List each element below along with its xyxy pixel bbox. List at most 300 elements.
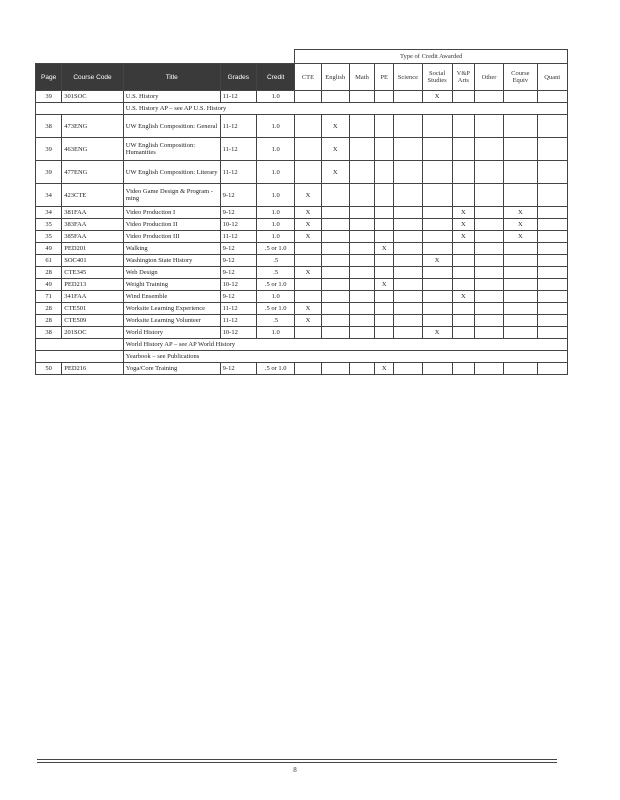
credit-mark: X xyxy=(452,231,474,243)
credit-cell: 1.0 xyxy=(256,327,294,339)
course-code-cell: 383FAA xyxy=(62,219,124,231)
empty-cell xyxy=(452,327,474,339)
empty-cell xyxy=(375,255,394,267)
credit-cell: 1.0 xyxy=(256,184,294,207)
empty-cell xyxy=(422,315,452,327)
title-cell: Video Production II xyxy=(123,219,220,231)
empty-cell xyxy=(537,267,568,279)
table-row xyxy=(36,327,568,339)
col-quant: Quant xyxy=(537,64,568,91)
empty-cell xyxy=(375,267,394,279)
empty-cell xyxy=(422,231,452,243)
empty-cell xyxy=(452,363,474,375)
credit-mark: X xyxy=(321,161,349,184)
empty-cell xyxy=(422,184,452,207)
empty-cell xyxy=(349,279,374,291)
cross-reference-row xyxy=(36,103,568,115)
credit-cell: 1.0 xyxy=(256,91,294,103)
credit-mark: X xyxy=(295,219,321,231)
cross-reference-text: Yearbook – see Publications xyxy=(123,351,567,363)
credit-mark: X xyxy=(504,231,537,243)
title-cell: Video Production III xyxy=(123,231,220,243)
empty-cell xyxy=(295,243,321,255)
empty-cell xyxy=(295,115,321,138)
empty-cell xyxy=(349,255,374,267)
empty-cell xyxy=(349,243,374,255)
cross-reference-text: U.S. History AP – see AP U.S. History xyxy=(123,103,567,115)
empty-cell xyxy=(394,279,422,291)
page-cell: 34 xyxy=(36,207,62,219)
course-code-cell: 463ENG xyxy=(62,138,124,161)
col-cte: CTE xyxy=(295,64,321,91)
empty-cell xyxy=(375,184,394,207)
course-code-cell: 341FAA xyxy=(62,291,124,303)
page-cell: 49 xyxy=(36,279,62,291)
empty-cell xyxy=(474,231,503,243)
empty-cell xyxy=(394,363,422,375)
empty-cell xyxy=(474,184,503,207)
empty-cell xyxy=(422,243,452,255)
title-cell: UW English Composition: Humanities xyxy=(123,138,220,161)
title-cell: Worksite Learning Volunteer xyxy=(123,315,220,327)
empty-cell xyxy=(537,363,568,375)
credit-mark: X xyxy=(504,219,537,231)
empty-cell xyxy=(375,115,394,138)
empty-cell xyxy=(375,231,394,243)
empty-cell xyxy=(349,219,374,231)
empty-cell xyxy=(295,138,321,161)
credit-cell: .5 or 1.0 xyxy=(256,303,294,315)
credit-mark: X xyxy=(295,207,321,219)
empty-cell xyxy=(422,219,452,231)
empty-cell xyxy=(537,243,568,255)
empty-cell xyxy=(474,115,503,138)
credit-cell: 1.0 xyxy=(256,219,294,231)
empty-cell xyxy=(537,279,568,291)
empty-cell xyxy=(537,327,568,339)
table-row xyxy=(36,303,568,315)
grades-cell: 9-12 xyxy=(220,255,256,267)
empty-cell xyxy=(349,303,374,315)
empty-cell xyxy=(422,115,452,138)
empty-cell xyxy=(349,315,374,327)
empty-cell xyxy=(422,207,452,219)
grades-cell: 9-12 xyxy=(220,207,256,219)
grades-cell: 11-12 xyxy=(220,231,256,243)
empty-cell xyxy=(452,303,474,315)
credit-mark: X xyxy=(452,219,474,231)
empty-cell xyxy=(474,291,503,303)
empty-cell xyxy=(36,351,124,363)
table-row xyxy=(36,91,568,103)
empty-cell xyxy=(375,161,394,184)
empty-cell xyxy=(422,363,452,375)
empty-cell xyxy=(349,161,374,184)
empty-cell xyxy=(36,103,124,115)
empty-cell xyxy=(375,91,394,103)
col-science: Science xyxy=(394,64,422,91)
table-row xyxy=(36,363,568,375)
page-cell: 34 xyxy=(36,184,62,207)
grades-cell: 10-12 xyxy=(220,219,256,231)
grades-cell: 9-12 xyxy=(220,363,256,375)
empty-cell xyxy=(321,219,349,231)
course-code-cell: 381FAA xyxy=(62,207,124,219)
title-cell: Walking xyxy=(123,243,220,255)
col-grades: Grades xyxy=(220,64,256,91)
empty-cell xyxy=(504,315,537,327)
credit-mark: X xyxy=(375,363,394,375)
credit-cell: .5 or 1.0 xyxy=(256,363,294,375)
empty-cell xyxy=(474,207,503,219)
empty-cell xyxy=(349,91,374,103)
empty-cell xyxy=(321,243,349,255)
empty-cell xyxy=(537,184,568,207)
course-credit-table xyxy=(35,49,568,375)
title-cell: Video Game Design & Program - ming xyxy=(123,184,220,207)
empty-cell xyxy=(321,231,349,243)
empty-cell xyxy=(452,243,474,255)
empty-cell xyxy=(375,138,394,161)
grades-cell: 10-12 xyxy=(220,327,256,339)
credit-mark: X xyxy=(295,315,321,327)
empty-cell xyxy=(321,315,349,327)
col-english: English xyxy=(321,64,349,91)
grades-cell: 9-12 xyxy=(220,291,256,303)
page-number: 8 xyxy=(293,766,297,774)
empty-cell xyxy=(349,184,374,207)
empty-cell xyxy=(452,279,474,291)
empty-cell xyxy=(537,207,568,219)
empty-cell xyxy=(349,267,374,279)
empty-cell xyxy=(321,255,349,267)
page-cell: 38 xyxy=(36,115,62,138)
empty-cell xyxy=(452,161,474,184)
empty-cell xyxy=(321,184,349,207)
empty-cell xyxy=(394,231,422,243)
table-row xyxy=(36,219,568,231)
title-cell: UW English Composition: General xyxy=(123,115,220,138)
page-cell: 35 xyxy=(36,231,62,243)
empty-cell xyxy=(394,161,422,184)
course-code-cell: PED213 xyxy=(62,279,124,291)
empty-cell xyxy=(321,267,349,279)
table-row xyxy=(36,207,568,219)
empty-cell xyxy=(504,184,537,207)
page-cell: 49 xyxy=(36,243,62,255)
empty-cell xyxy=(537,219,568,231)
grades-cell: 11-12 xyxy=(220,115,256,138)
empty-cell xyxy=(474,363,503,375)
title-cell: Weight Training xyxy=(123,279,220,291)
empty-cell xyxy=(452,184,474,207)
course-code-cell: 477ENG xyxy=(62,161,124,184)
credit-mark: X xyxy=(295,267,321,279)
grades-cell: 11-12 xyxy=(220,91,256,103)
empty-cell xyxy=(375,291,394,303)
course-code-cell: CTE509 xyxy=(62,315,124,327)
table-header-row xyxy=(36,64,568,91)
empty-cell xyxy=(504,327,537,339)
empty-cell xyxy=(537,291,568,303)
col-social-studies: Social Studies xyxy=(422,64,452,91)
empty-cell xyxy=(394,315,422,327)
credit-mark: X xyxy=(295,184,321,207)
course-code-cell: 423CTE xyxy=(62,184,124,207)
empty-cell xyxy=(375,303,394,315)
col-vp-arts: V&P Arts xyxy=(452,64,474,91)
empty-cell xyxy=(504,303,537,315)
table-body xyxy=(36,91,568,375)
empty-cell xyxy=(394,327,422,339)
empty-cell xyxy=(537,161,568,184)
empty-cell xyxy=(321,303,349,315)
credit-cell: 1.0 xyxy=(256,115,294,138)
empty-cell xyxy=(375,327,394,339)
page-cell: 71 xyxy=(36,291,62,303)
empty-cell xyxy=(394,255,422,267)
empty-cell xyxy=(504,138,537,161)
empty-cell xyxy=(36,339,124,351)
page-cell: 28 xyxy=(36,315,62,327)
credit-mark: X xyxy=(295,303,321,315)
grades-cell: 10-12 xyxy=(220,279,256,291)
empty-cell xyxy=(394,219,422,231)
credit-cell: .5 or 1.0 xyxy=(256,243,294,255)
empty-cell xyxy=(504,243,537,255)
empty-cell xyxy=(394,115,422,138)
credit-cell: 1.0 xyxy=(256,207,294,219)
col-page: Page xyxy=(36,64,62,91)
footer-rule xyxy=(37,762,557,763)
empty-cell xyxy=(474,267,503,279)
course-code-cell: PED201 xyxy=(62,243,124,255)
empty-cell xyxy=(295,279,321,291)
page-cell: 28 xyxy=(36,267,62,279)
empty-cell xyxy=(375,315,394,327)
table-row xyxy=(36,315,568,327)
credit-mark: X xyxy=(422,327,452,339)
empty-cell xyxy=(474,279,503,291)
page-cell: 61 xyxy=(36,255,62,267)
page-cell: 38 xyxy=(36,327,62,339)
credit-mark: X xyxy=(422,91,452,103)
empty-cell xyxy=(452,255,474,267)
empty-cell xyxy=(321,91,349,103)
title-cell: World History xyxy=(123,327,220,339)
empty-cell xyxy=(295,255,321,267)
empty-cell xyxy=(452,315,474,327)
empty-cell xyxy=(422,138,452,161)
table-row xyxy=(36,161,568,184)
credit-cell: .5 xyxy=(256,255,294,267)
title-cell: Yoga/Core Training xyxy=(123,363,220,375)
grades-cell: 11-12 xyxy=(220,138,256,161)
table-row xyxy=(36,291,568,303)
col-course-equiv: Course Equiv xyxy=(504,64,537,91)
page-cell: 39 xyxy=(36,161,62,184)
empty-cell xyxy=(321,327,349,339)
cross-reference-row xyxy=(36,339,568,351)
empty-cell xyxy=(321,291,349,303)
credit-mark: X xyxy=(375,243,394,255)
page-cell: 39 xyxy=(36,91,62,103)
empty-cell xyxy=(321,363,349,375)
empty-cell xyxy=(537,255,568,267)
course-code-cell: 201SOC xyxy=(62,327,124,339)
empty-cell xyxy=(394,243,422,255)
table-row xyxy=(36,243,568,255)
empty-cell xyxy=(422,291,452,303)
credit-mark: X xyxy=(452,207,474,219)
course-code-cell: PED216 xyxy=(62,363,124,375)
empty-cell xyxy=(504,291,537,303)
empty-cell xyxy=(394,184,422,207)
page-cell: 28 xyxy=(36,303,62,315)
empty-cell xyxy=(474,243,503,255)
empty-cell xyxy=(537,303,568,315)
empty-cell xyxy=(474,161,503,184)
empty-cell xyxy=(295,161,321,184)
empty-cell xyxy=(537,231,568,243)
title-cell: Web Design xyxy=(123,267,220,279)
col-credit: Credit xyxy=(256,64,294,91)
empty-cell xyxy=(537,138,568,161)
cross-reference-row xyxy=(36,351,568,363)
empty-cell xyxy=(349,327,374,339)
grades-cell: 11-12 xyxy=(220,315,256,327)
title-cell: U.S. History xyxy=(123,91,220,103)
empty-cell xyxy=(394,291,422,303)
course-code-cell: 473ENG xyxy=(62,115,124,138)
table-row xyxy=(36,184,568,207)
empty-cell xyxy=(504,279,537,291)
empty-cell xyxy=(349,138,374,161)
table-row xyxy=(36,115,568,138)
course-code-cell: 301SOC xyxy=(62,91,124,103)
empty-cell xyxy=(474,315,503,327)
col-title: Title xyxy=(123,64,220,91)
empty-cell xyxy=(321,279,349,291)
empty-cell xyxy=(394,267,422,279)
empty-cell xyxy=(394,207,422,219)
empty-cell xyxy=(537,315,568,327)
title-cell: UW English Composition: Literary xyxy=(123,161,220,184)
credit-mark: X xyxy=(422,255,452,267)
footer-rule xyxy=(37,759,557,760)
empty-cell xyxy=(452,138,474,161)
empty-cell xyxy=(504,255,537,267)
title-cell: Video Production I xyxy=(123,207,220,219)
empty-cell xyxy=(349,231,374,243)
credit-cell: 1.0 xyxy=(256,231,294,243)
credit-cell: 1.0 xyxy=(256,161,294,184)
empty-cell xyxy=(474,255,503,267)
table-row xyxy=(36,279,568,291)
empty-cell xyxy=(504,363,537,375)
empty-cell xyxy=(474,303,503,315)
col-course-code: Course Code xyxy=(62,64,124,91)
empty-cell xyxy=(452,267,474,279)
credit-cell: .5 xyxy=(256,267,294,279)
empty-cell xyxy=(394,138,422,161)
empty-cell xyxy=(452,115,474,138)
credit-cell: 1.0 xyxy=(256,291,294,303)
empty-cell xyxy=(321,207,349,219)
page-cell: 35 xyxy=(36,219,62,231)
title-cell: Worksite Learning Experience xyxy=(123,303,220,315)
table-row xyxy=(36,231,568,243)
empty-cell xyxy=(474,138,503,161)
grades-cell: 11-12 xyxy=(220,161,256,184)
credit-mark: X xyxy=(321,138,349,161)
course-code-cell: CTE501 xyxy=(62,303,124,315)
empty-cell xyxy=(394,303,422,315)
empty-cell xyxy=(295,327,321,339)
empty-cell xyxy=(474,91,503,103)
credit-mark: X xyxy=(295,231,321,243)
grades-cell: 9-12 xyxy=(220,184,256,207)
course-code-cell: 385FAA xyxy=(62,231,124,243)
credit-mark: X xyxy=(452,291,474,303)
empty-cell xyxy=(375,207,394,219)
course-code-cell: SOC401 xyxy=(62,255,124,267)
empty-cell xyxy=(422,161,452,184)
empty-cell xyxy=(349,363,374,375)
empty-cell xyxy=(474,219,503,231)
credit-cell: .5 xyxy=(256,315,294,327)
empty-cell xyxy=(394,91,422,103)
credit-mark: X xyxy=(375,279,394,291)
type-of-credit-heading: Type of Credit Awarded xyxy=(295,50,568,64)
empty-cell xyxy=(452,91,474,103)
page-cell: 39 xyxy=(36,138,62,161)
empty-cell xyxy=(422,303,452,315)
title-cell: Washington State History xyxy=(123,255,220,267)
empty-cell xyxy=(504,91,537,103)
empty-cell xyxy=(504,267,537,279)
credit-cell: 1.0 xyxy=(256,138,294,161)
empty-cell xyxy=(537,91,568,103)
grades-cell: 11-12 xyxy=(220,303,256,315)
empty-cell xyxy=(349,207,374,219)
empty-cell xyxy=(537,115,568,138)
page-cell: 50 xyxy=(36,363,62,375)
empty-cell xyxy=(504,115,537,138)
grades-cell: 9-12 xyxy=(220,267,256,279)
empty-cell xyxy=(295,291,321,303)
empty-cell xyxy=(422,267,452,279)
empty-cell xyxy=(474,327,503,339)
title-cell: Wind Ensemble xyxy=(123,291,220,303)
empty-cell xyxy=(422,279,452,291)
empty-cell xyxy=(295,363,321,375)
cross-reference-text: World History AP – see AP World History xyxy=(123,339,567,351)
credit-mark: X xyxy=(321,115,349,138)
empty-cell xyxy=(504,161,537,184)
empty-cell xyxy=(349,115,374,138)
credit-mark: X xyxy=(504,207,537,219)
table-row xyxy=(36,255,568,267)
grades-cell: 9-12 xyxy=(220,243,256,255)
col-math: Math xyxy=(349,64,374,91)
empty-cell xyxy=(349,291,374,303)
empty-cell xyxy=(375,219,394,231)
table-row xyxy=(36,138,568,161)
col-other: Other xyxy=(474,64,503,91)
credit-cell: .5 or 1.0 xyxy=(256,279,294,291)
empty-cell xyxy=(295,91,321,103)
